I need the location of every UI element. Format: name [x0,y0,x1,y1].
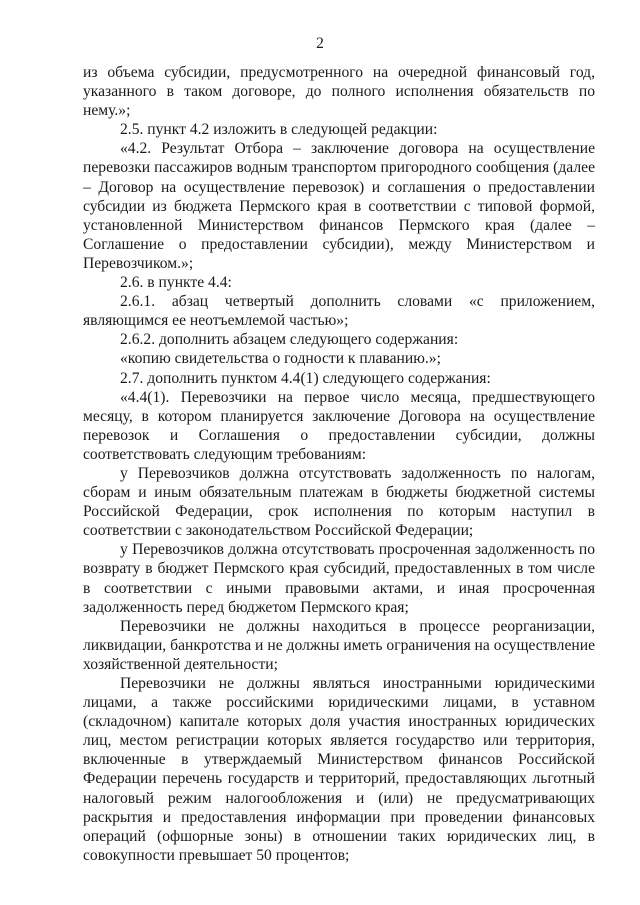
paragraph: «4.2. Результат Отбора – заключение договора на осуществление перевозки пассажиров водным транспортом пригородного сообщения (далее – Договор на осуществление перевозок) и соглашения о предоставлении субсидии из бюджета Пермского края в соответствии с типовой формой, установленной Министерством финансов Пермского края (далее – Соглашение о предоставлении субсидии), между Министерством и Перевозчиком.»; [83,140,595,272]
paragraph: у Перевозчиков должна отсутствовать задолженность по налогам, сборам и иным обязательным платежам в бюджеты бюджетной системы Российской Федерации, срок исполнения по которым наступил в соответствии с законодательством Российской Федерации; [83,464,595,540]
paragraph: 2.6.2. дополнить абзацем следующего содержания: [120,331,459,349]
document-body [83,63,595,865]
paragraph: у Перевозчиков должна отсутствовать просроченная задолженность по возврату в бюджет Пермского края субсидий, предоставленных в том числе в соответствии с иными правовыми актами, и иная просроченная задолженность перед бюджетом Пермского края; [83,541,595,616]
paragraph: Перевозчики не должны являться иностранными юридическими лицами, а также российскими юридическими лицами, в уставном (складочном) капитале которых доля участия иностранных юридических лиц, местом регистрации которых является государство или территория, включенные в утверждаемый Министерством финансов Российской Федерации перечень государств и территорий, предоставляющих льготный налоговый режим налогообложения и (или) не предусматривающих раскрытия и предоставления информации при проведении финансовых операций (офшорные зоны) в отношении таких юридических лиц, в совокупности превышает 50 процентов; [83,675,595,864]
page-number: 2 [316,35,324,52]
paragraph: 2.6.1. абзац четвертый дополнить словами «с приложением, являющимся ее неотъемлемой частью»; [83,293,595,330]
paragraph: 2.5. пункт 4.2 изложить в следующей редакции: [120,121,438,139]
paragraph: 2.7. дополнить пунктом 4.4(1) следующего содержания: [120,369,491,387]
paragraph: из объема субсидии, предусмотренного на очередной финансовый год, указанного в таком договоре, до полного исполнения обязательств по нему.»; [83,64,595,120]
paragraph: «копию свидетельства о годности к плаванию.»; [120,350,441,368]
paragraph: «4.4(1). Перевозчики на первое число месяца, предшествующего месяцу, в котором планируется заключение Договора на осуществление перевозок и Соглашения о предоставлении субсидии, должны соответствовать следующим требованиям: [83,388,595,463]
paragraph: 2.6. в пункте 4.4: [120,274,232,292]
paragraph: Перевозчики не должны находиться в процессе реорганизации, ликвидации, банкротства и не должны иметь ограничения на осуществление хозяйственной деятельности; [83,617,595,673]
